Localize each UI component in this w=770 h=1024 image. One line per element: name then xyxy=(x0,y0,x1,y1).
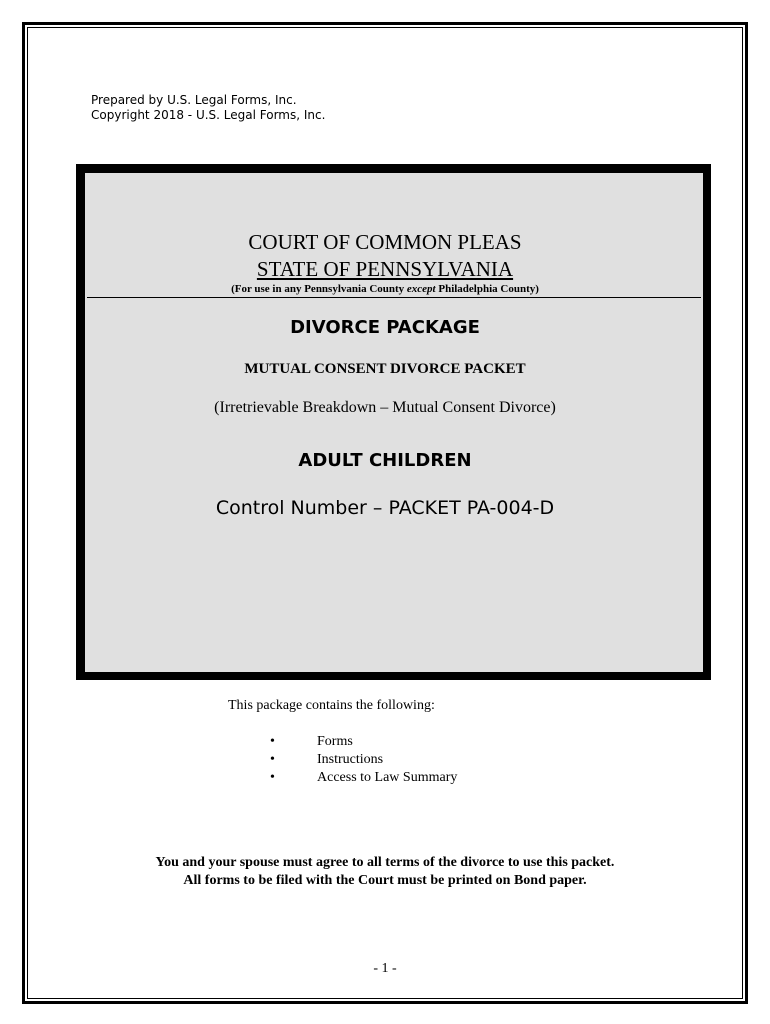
bullet-icon: • xyxy=(270,752,275,767)
list-item-label: Forms xyxy=(317,734,353,749)
notice-block xyxy=(0,854,770,890)
list-item-label: Instructions xyxy=(317,752,384,767)
for-use-note: (For use in any Pennsylvania County except Philadelphia County) xyxy=(231,283,539,295)
bullet-icon: • xyxy=(270,734,275,749)
title-rule xyxy=(87,297,701,298)
bullet-icon: • xyxy=(270,770,275,785)
for-use-emphasis: except xyxy=(406,283,436,295)
state-title: STATE OF PENNSYLVANIA xyxy=(256,257,514,281)
prepared-by-text: Prepared by U.S. Legal Forms, Inc. xyxy=(91,93,297,107)
notice-line-2: All forms to be filed with the Court must be printed on Bond paper. xyxy=(183,873,587,888)
notice-line-1: You and your spouse must agree to all terms of the divorce to use this packet. xyxy=(155,855,615,870)
children-title: ADULT CHILDREN xyxy=(298,450,472,471)
copyright-text: Copyright 2018 - U.S. Legal Forms, Inc. xyxy=(91,108,326,122)
court-title: COURT OF COMMON PLEAS xyxy=(248,230,522,254)
prepared-by-block xyxy=(91,93,325,123)
package-title: DIVORCE PACKAGE xyxy=(290,317,480,338)
list-item-label: Access to Law Summary xyxy=(317,770,458,785)
packet-subtitle: (Irretrievable Breakdown – Mutual Consent Divorce) xyxy=(214,399,556,416)
packet-title: MUTUAL CONSENT DIVORCE PACKET xyxy=(244,361,526,377)
contents-intro: This package contains the following: xyxy=(228,698,435,713)
control-number: Control Number – PACKET PA-004-D xyxy=(215,497,555,519)
page-number: - 1 - xyxy=(373,961,397,976)
